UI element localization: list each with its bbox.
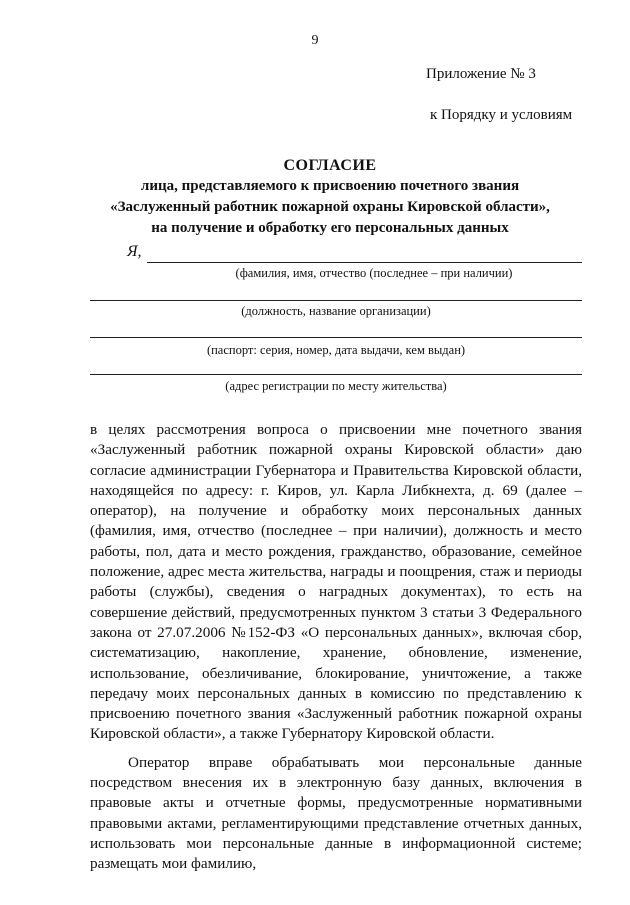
page-number: 9 (311, 33, 319, 48)
body-paragraph-1: в целях рассмотрения вопроса о присвоении мне почетного звания «Заслуженный работник пожарной охраны Кировской области» даю согласие администрации Губернатора и Правительства Кировской области, находящейся по адресу: г. Киров, ул. Карла Либкнехта, д. 69 (далее – оператор), на получение и обработку моих персональных данных (фамилия, имя, отчество (последнее – при наличии), должность и место работы, пол, дата и место рождения, гражданство, образование, семейное положение, адрес места жительства, награды и поощрения, стаж и периоды работы (службы), сведения о наградных документах), то есть на совершение действий, предусмотренных пунктом 3 статьи 3 Федерального закона от 27.07.2006 №152-ФЗ «О персональных данных», включая сбор, систематизацию, накопление, хранение, обновление, изменение, использование, обезличивание, блокирование, уничтожение, а также передачу моих персональных данных в комиссию по представлению к присвоению почетного звания «Заслуженный работник пожарной охраны Кировской области», а также Губернатору Кировской области. (90, 421, 582, 743)
title-main: СОГЛАСИЕ (283, 157, 377, 174)
passport-fill-line[interactable] (90, 337, 582, 338)
consent-body (90, 420, 582, 875)
name-fill-line[interactable] (147, 262, 582, 263)
passport-caption: (паспорт: серия, номер, дата выдачи, кем выдан) (206, 343, 466, 357)
document-title (60, 155, 600, 239)
title-line-1: лица, представляемого к присвоению почетного звания (140, 178, 520, 194)
form-prefix: Я, (127, 243, 142, 260)
address-fill-line[interactable] (90, 374, 582, 375)
appendix-subtitle: к Порядку и условиям (430, 107, 573, 123)
position-fill-line[interactable] (90, 300, 582, 301)
title-line-2: «Заслуженный работник пожарной охраны Кировской области», (110, 199, 550, 215)
name-caption: (фамилия, имя, отчество (последнее – при наличии) (235, 266, 513, 280)
title-line-3: на получение и обработку его персональных данных (151, 220, 509, 236)
appendix-label: Приложение № 3 (426, 66, 536, 82)
position-caption: (должность, название организации) (241, 304, 431, 318)
body-paragraph-2: Оператор вправе обрабатывать мои персональные данные посредством внесения их в электронную базу данных, включения в правовые акты и отчетные формы, предусмотренные нормативными правовыми актами, регламентирующими представление отчетных данных, использовать мои персональные данные в информационной системе; размещать мои фамилию, (90, 753, 582, 873)
address-caption: (адрес регистрации по месту жительства) (225, 379, 447, 393)
